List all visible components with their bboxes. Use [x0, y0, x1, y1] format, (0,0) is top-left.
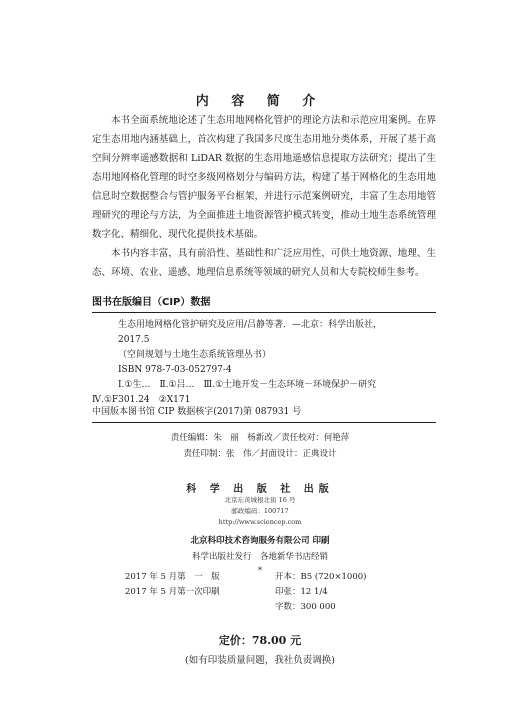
format-info: 开本：B5 (720×1000): [275, 572, 367, 582]
cip-line: Ⅰ.①生… Ⅱ.①吕… Ⅲ.①土地开发－生态环境－环境保护－研究: [118, 380, 377, 390]
cip-record: [92, 318, 436, 408]
sheets-info: 印张：12 1/4: [275, 587, 328, 597]
cip-line: ISBN 978-7-03-052797-4: [118, 365, 232, 375]
spec-row: [0, 600, 520, 615]
edition-info: 2017 年 5 月第 一 版: [125, 572, 220, 582]
distribution-line: 科学出版社发行 各地新华书店经销: [191, 552, 328, 562]
spec-row: [0, 570, 520, 585]
publisher-name: 科 学 出 版 社 出版: [186, 484, 334, 495]
cip-line: Ⅳ.①F301.24 ②X171: [92, 395, 191, 405]
intro-paragraph: 本书内容丰富，具有前沿性、基础性和广泛应用性，可供土地资源、地理、生态、环境、农业、遥感、地理信息系统等领域的研究人员和大专院校师生参考。: [92, 248, 436, 278]
cip-registration-number: 中国版本图书馆 CIP 数据核字(2017)第 087931 号: [92, 404, 436, 423]
credit-line: 责任印制：张 伟／封面设计：正典设计: [183, 449, 337, 459]
publisher-postcode: 邮政编码：100717: [231, 507, 289, 515]
cip-line: （空间规划与土地生态系统管理丛书）: [118, 350, 272, 360]
credit-line: 责任编辑：朱 丽 杨新改／责任校对：何艳萍: [170, 433, 350, 443]
publisher-address: 北京东黄城根北街 16 号: [224, 496, 296, 504]
print-specs: [0, 570, 520, 615]
editorial-credits: [0, 430, 520, 462]
publisher-website: http://www.sciencep.com: [218, 518, 302, 526]
separator-star: *: [258, 566, 262, 575]
price: 定价：78.00 元: [218, 634, 302, 647]
intro-title: 内 容 简 介: [195, 94, 325, 109]
quality-notice: (如有印装质量问题，我社负责调换): [185, 655, 335, 666]
printer-name: 北京科印技术咨询服务有限公司 印刷: [190, 536, 330, 546]
cip-line: 2017.5: [118, 335, 150, 345]
spec-row: [0, 585, 520, 600]
intro-text: [92, 111, 436, 282]
intro-paragraph: 本书全面系统地论述了生态用地网格化管护的理论方法和示范应用案例。在界定生态用地内涵基础上，首次构建了我国多尺度生态用地分类体系，开展了基于高空间分辨率遥感数据和 LiDAR 数据的生态用地遥感信息提取方法研究；提出了生态用地网格化管理的时空多级网格划分与编码方法，构建了基于网格化的生态用地信息时空数据整合与管护服务平台框架，并进行示范案例研究，丰富了生态用地管理研究的理论与方法，为全面推进土地资源管护模式转变，推动土地生态系统管理数字化、精细化、现代化提供技术基础。: [92, 115, 436, 240]
printing-info: 2017 年 5 月第一次印刷: [125, 587, 220, 597]
wordcount-info: 字数：300 000: [275, 602, 336, 612]
publisher-block: [0, 480, 520, 575]
cip-line: 生态用地网格化管护研究及应用/吕静等著．—北京：科学出版社，: [118, 320, 383, 330]
cip-heading: 图书在版编目（CIP）数据: [92, 293, 436, 313]
